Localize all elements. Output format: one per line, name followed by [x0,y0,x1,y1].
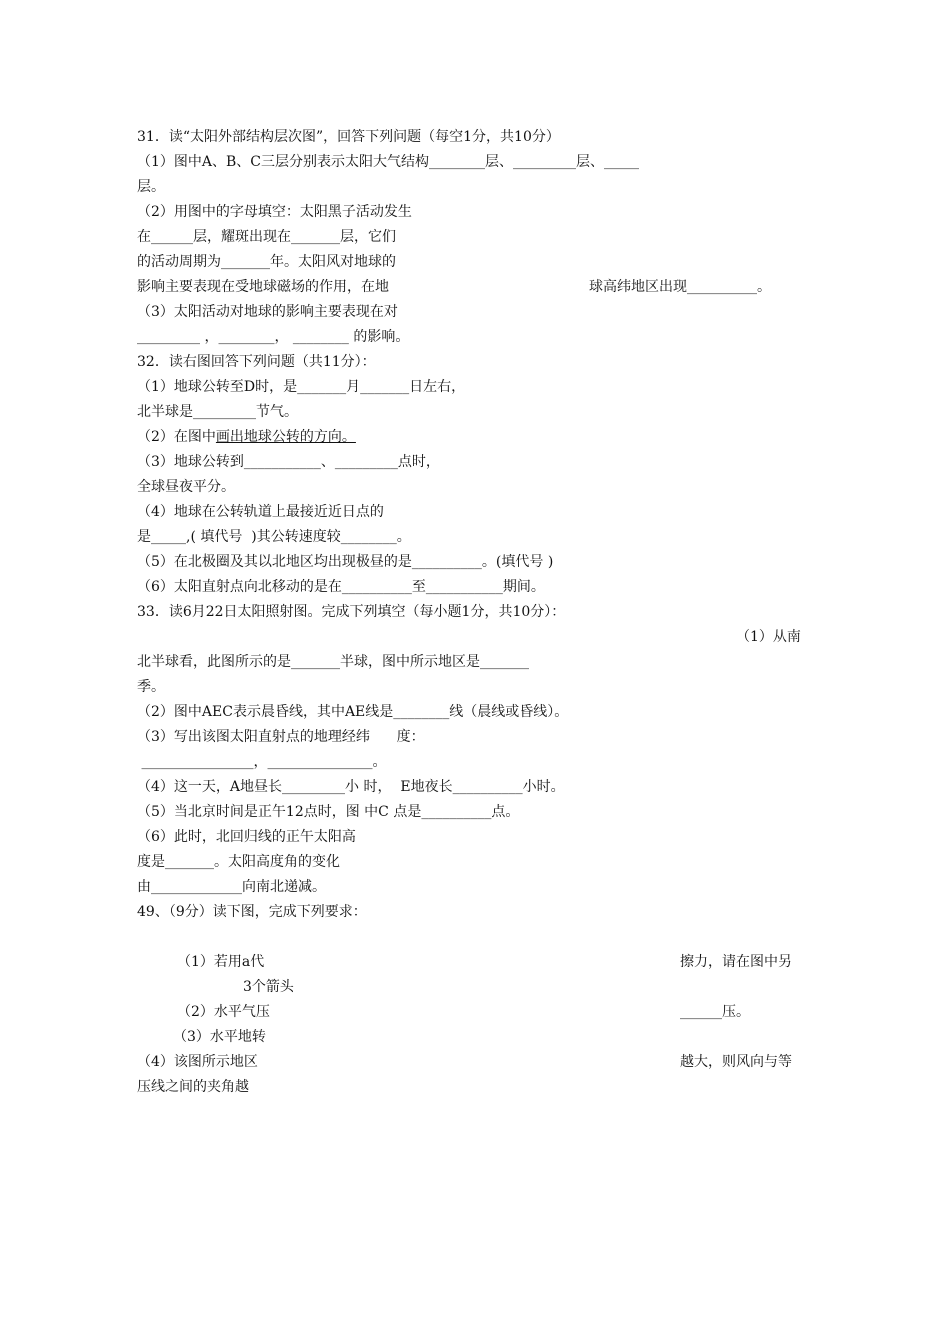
q31-part1-cont: 层。 [137,179,165,195]
q33-part1: 北半球看，此图所示的是_______半球，图中所示地区是_______ [137,654,529,670]
q33-part6: （6）此时，北回归线的正午太阳高 [137,829,356,845]
q32-part2-prefix: （2）在图中 [137,429,216,445]
q31-part3: （3）太阳活动对地球的影响主要表现在对 [137,304,398,320]
q33-part4: （4）这一天，A地昼长_________小 时， E地夜长__________小时。 [137,779,565,795]
q33-part3-blanks: ________________，_______________。 [137,754,387,770]
q33-part1-start: （1）从南 [736,629,801,645]
q32-part3: （3）地球公转到___________、_________点时， [137,454,440,470]
q33-part1-cont: 季。 [137,679,165,695]
question-32-title: 32．读右图回答下列问题（共11分）： [137,354,376,370]
q32-part4-cont: 是_____,( 填代号 )其公转速度较________。 [137,529,411,545]
q31-part2-line4: 影响主要表现在受地球磁场的作用，在地 [137,279,389,295]
q49-part3: （3）水平地转 [173,1029,266,1045]
q49-part1-right: 擦力，请在图中另 [680,954,792,970]
q33-part2: （2）图中AEC表示晨昏线，其中AE线是________线（晨线或昏线）。 [137,704,569,720]
q33-part6-line2: 度是_______。太阳高度角的变化 [137,854,340,870]
q31-part2-line4-right: 球高纬地区出现__________。 [589,279,771,295]
q49-part4: （4）该图所示地区 [137,1054,258,1070]
q32-part1: （1）地球公转至D时，是_______月_______日左右， [137,379,466,395]
q31-part1: （1）图中A、B、C三层分别表示太阳大气结构________层、_________层、_____ [137,154,640,170]
q31-part2-line3: 的活动周期为_______年。太阳风对地球的 [137,254,396,270]
q33-part6-line3: 由_____________向南北递减。 [137,879,326,895]
q31-part2: （2）用图中的字母填空：太阳黑子活动发生 [137,204,412,220]
q32-part5: （5）在北极圈及其以北地区均出现极昼的是__________。(填代号 ) [137,554,554,570]
question-49-title: 49、（9分）读下图，完成下列要求： [137,904,367,920]
question-33-title: 33．读6月22日太阳照射图。完成下列填空（每小题1分，共10分）： [137,604,566,620]
q49-part2-right: ______压。 [680,1004,750,1020]
q32-part1-cont: 北半球是_________节气。 [137,404,298,420]
q33-part3: （3）写出该图太阳直射点的地理经纬 度： [137,729,425,745]
q32-part6: （6）太阳直射点向北移动的是在__________至___________期间。 [137,579,545,595]
q31-part2-line2: 在______层，耀斑出现在_______层，它们 [137,229,396,245]
q32-part2 [137,428,356,446]
q33-part5: （5）当北京时间是正午12点时，图 中C 点是__________点。 [137,804,520,820]
q49-part1: （1）若用a代 [177,954,265,970]
q49-part1-cont: 3个箭头 [243,979,294,995]
q49-part2: （2）水平气压 [177,1004,270,1020]
question-31-title: 31．读“太阳外部结构层次图”，回答下列问题（每空1分，共10分） [137,129,560,145]
q31-part3-blanks: _________ ，________， ________ 的影响。 [137,329,410,345]
q32-part2-underlined: 画出地球公转的方向。 [215,429,356,445]
q49-part4-cont: 压线之间的夹角越 [137,1079,249,1095]
q49-part4-right: 越大，则风向与等 [680,1054,792,1070]
q32-part3-cont: 全球昼夜平分。 [137,479,235,495]
q32-part4: （4）地球在公转轨道上最接近近日点的 [137,504,384,520]
